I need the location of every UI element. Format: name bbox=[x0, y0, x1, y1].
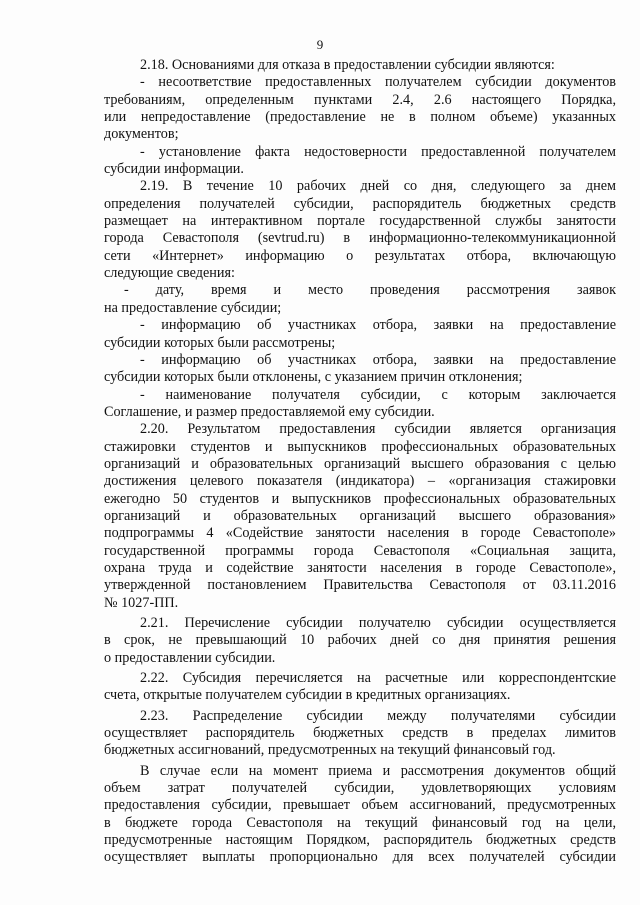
text-line: требованиям, определенным пунктами 2.4, 2.6 настоящего Порядка, bbox=[104, 91, 616, 108]
text-line: - несоответствие предоставленных получателем субсидии документов bbox=[140, 74, 616, 91]
text-line: счета, открытые получателем субсидии в кредитных организациях. bbox=[104, 687, 511, 704]
text-line: - дату, время и место проведения рассмотрения заявок bbox=[124, 282, 616, 299]
text-line: определения получателей субсидии, распорядитель бюджетных средств bbox=[104, 195, 616, 212]
text-line: в срок, не превышающий 10 рабочих дней со дня принятия решения bbox=[104, 632, 616, 649]
text-line: 2.21. Перечисление субсидии получателю субсидии осуществляется bbox=[140, 615, 616, 631]
text-line: субсидии которых были отклонены, с указанием причин отклонения; bbox=[104, 369, 523, 386]
text-line: на предоставление субсидии; bbox=[104, 299, 282, 316]
text-line: осуществляет распорядитель бюджетных средств в пределах лимитов bbox=[104, 725, 616, 742]
text-line: предоставления субсидии, превышает объем ассигнований, предусмотренных bbox=[104, 797, 616, 814]
text-line: 2.20. Результатом предоставления субсидии является организация bbox=[140, 421, 616, 438]
text-line: или непредоставление (предоставление не в полном объеме) указанных bbox=[104, 109, 616, 126]
text-line: № 1027-ПП. bbox=[104, 594, 179, 611]
text-line: 2.23. Распределение субсидии между получателями субсидии bbox=[140, 707, 616, 724]
text-line: ежегодно 50 студентов и выпускников профессиональных образовательных bbox=[104, 490, 616, 507]
text-line: - информацию об участниках отбора, заявки на предоставление bbox=[140, 317, 616, 334]
text-line: о предоставлении субсидии. bbox=[104, 649, 276, 666]
text-line: - установление факта недостоверности предоставленной получателем bbox=[140, 143, 616, 160]
text-line: объем затрат получателей субсидии, удовлетворяющих условиям bbox=[104, 780, 616, 797]
text-line: стажировки студентов и выпускников профессиональных образовательных bbox=[104, 438, 616, 455]
text-line: утвержденной постановлением Правительства Севастополя от 03.11.2016 bbox=[104, 577, 616, 594]
text-line: субсидии информации. bbox=[104, 161, 244, 178]
text-line: достижения целевого показателя (индикатора) – «организация стажировки bbox=[104, 473, 616, 490]
document-body bbox=[104, 57, 616, 867]
text-line: 2.18. Основаниями для отказа в предоставлении субсидии являются: bbox=[140, 57, 555, 73]
text-line: государственной программы города Севастополя «Социальная защита, bbox=[104, 542, 616, 559]
text-line: следующие сведения: bbox=[104, 265, 235, 282]
text-line: осуществляет выплаты пропорционально для всех получателей субсидии bbox=[104, 849, 616, 866]
text-line: документов; bbox=[104, 126, 179, 143]
page-number: 9 bbox=[316, 37, 324, 52]
text-line: в бюджете города Севастополя на текущий финансовый год на цели, bbox=[104, 814, 616, 831]
text-line: подпрограммы 4 «Содействие занятости населения в городе Севастополе» bbox=[104, 525, 616, 542]
text-line: охрана труда и содействие занятости населения в городе Севастополе», bbox=[104, 559, 616, 576]
text-line: города Севастополя (sevtrud.ru) в информационно-телекоммуникационной bbox=[104, 230, 616, 247]
text-line: - информацию об участниках отбора, заявки на предоставление bbox=[140, 351, 616, 368]
text-line: - наименование получателя субсидии, с которым заключается bbox=[140, 386, 616, 403]
text-line: бюджетных ассигнований, предусмотренных на текущий финансовый год. bbox=[104, 742, 556, 759]
text-line: Соглашение, и размер предоставляемой ему субсидии. bbox=[104, 403, 435, 420]
text-line: субсидии которых были рассмотрены; bbox=[104, 334, 336, 351]
text-line: 2.19. В течение 10 рабочих дней со дня, следующего за днем bbox=[140, 178, 616, 195]
text-line: 2.22. Субсидия перечисляется на расчетные или корреспондентские bbox=[140, 670, 616, 687]
text-line: сети «Интернет» информацию о результатах отбора, включающую bbox=[104, 247, 616, 264]
text-line: организаций и образовательных организаций высшего образования» bbox=[104, 507, 616, 524]
text-line: организаций и образовательных организаций высшего образования с целью bbox=[104, 455, 616, 472]
text-line: предусмотренные настоящим Порядком, распорядитель бюджетных средств bbox=[104, 832, 616, 849]
text-line: В случае если на момент приема и рассмотрения документов общий bbox=[140, 762, 616, 779]
text-line: размещает на интерактивном портале государственной службы занятости bbox=[104, 213, 616, 230]
